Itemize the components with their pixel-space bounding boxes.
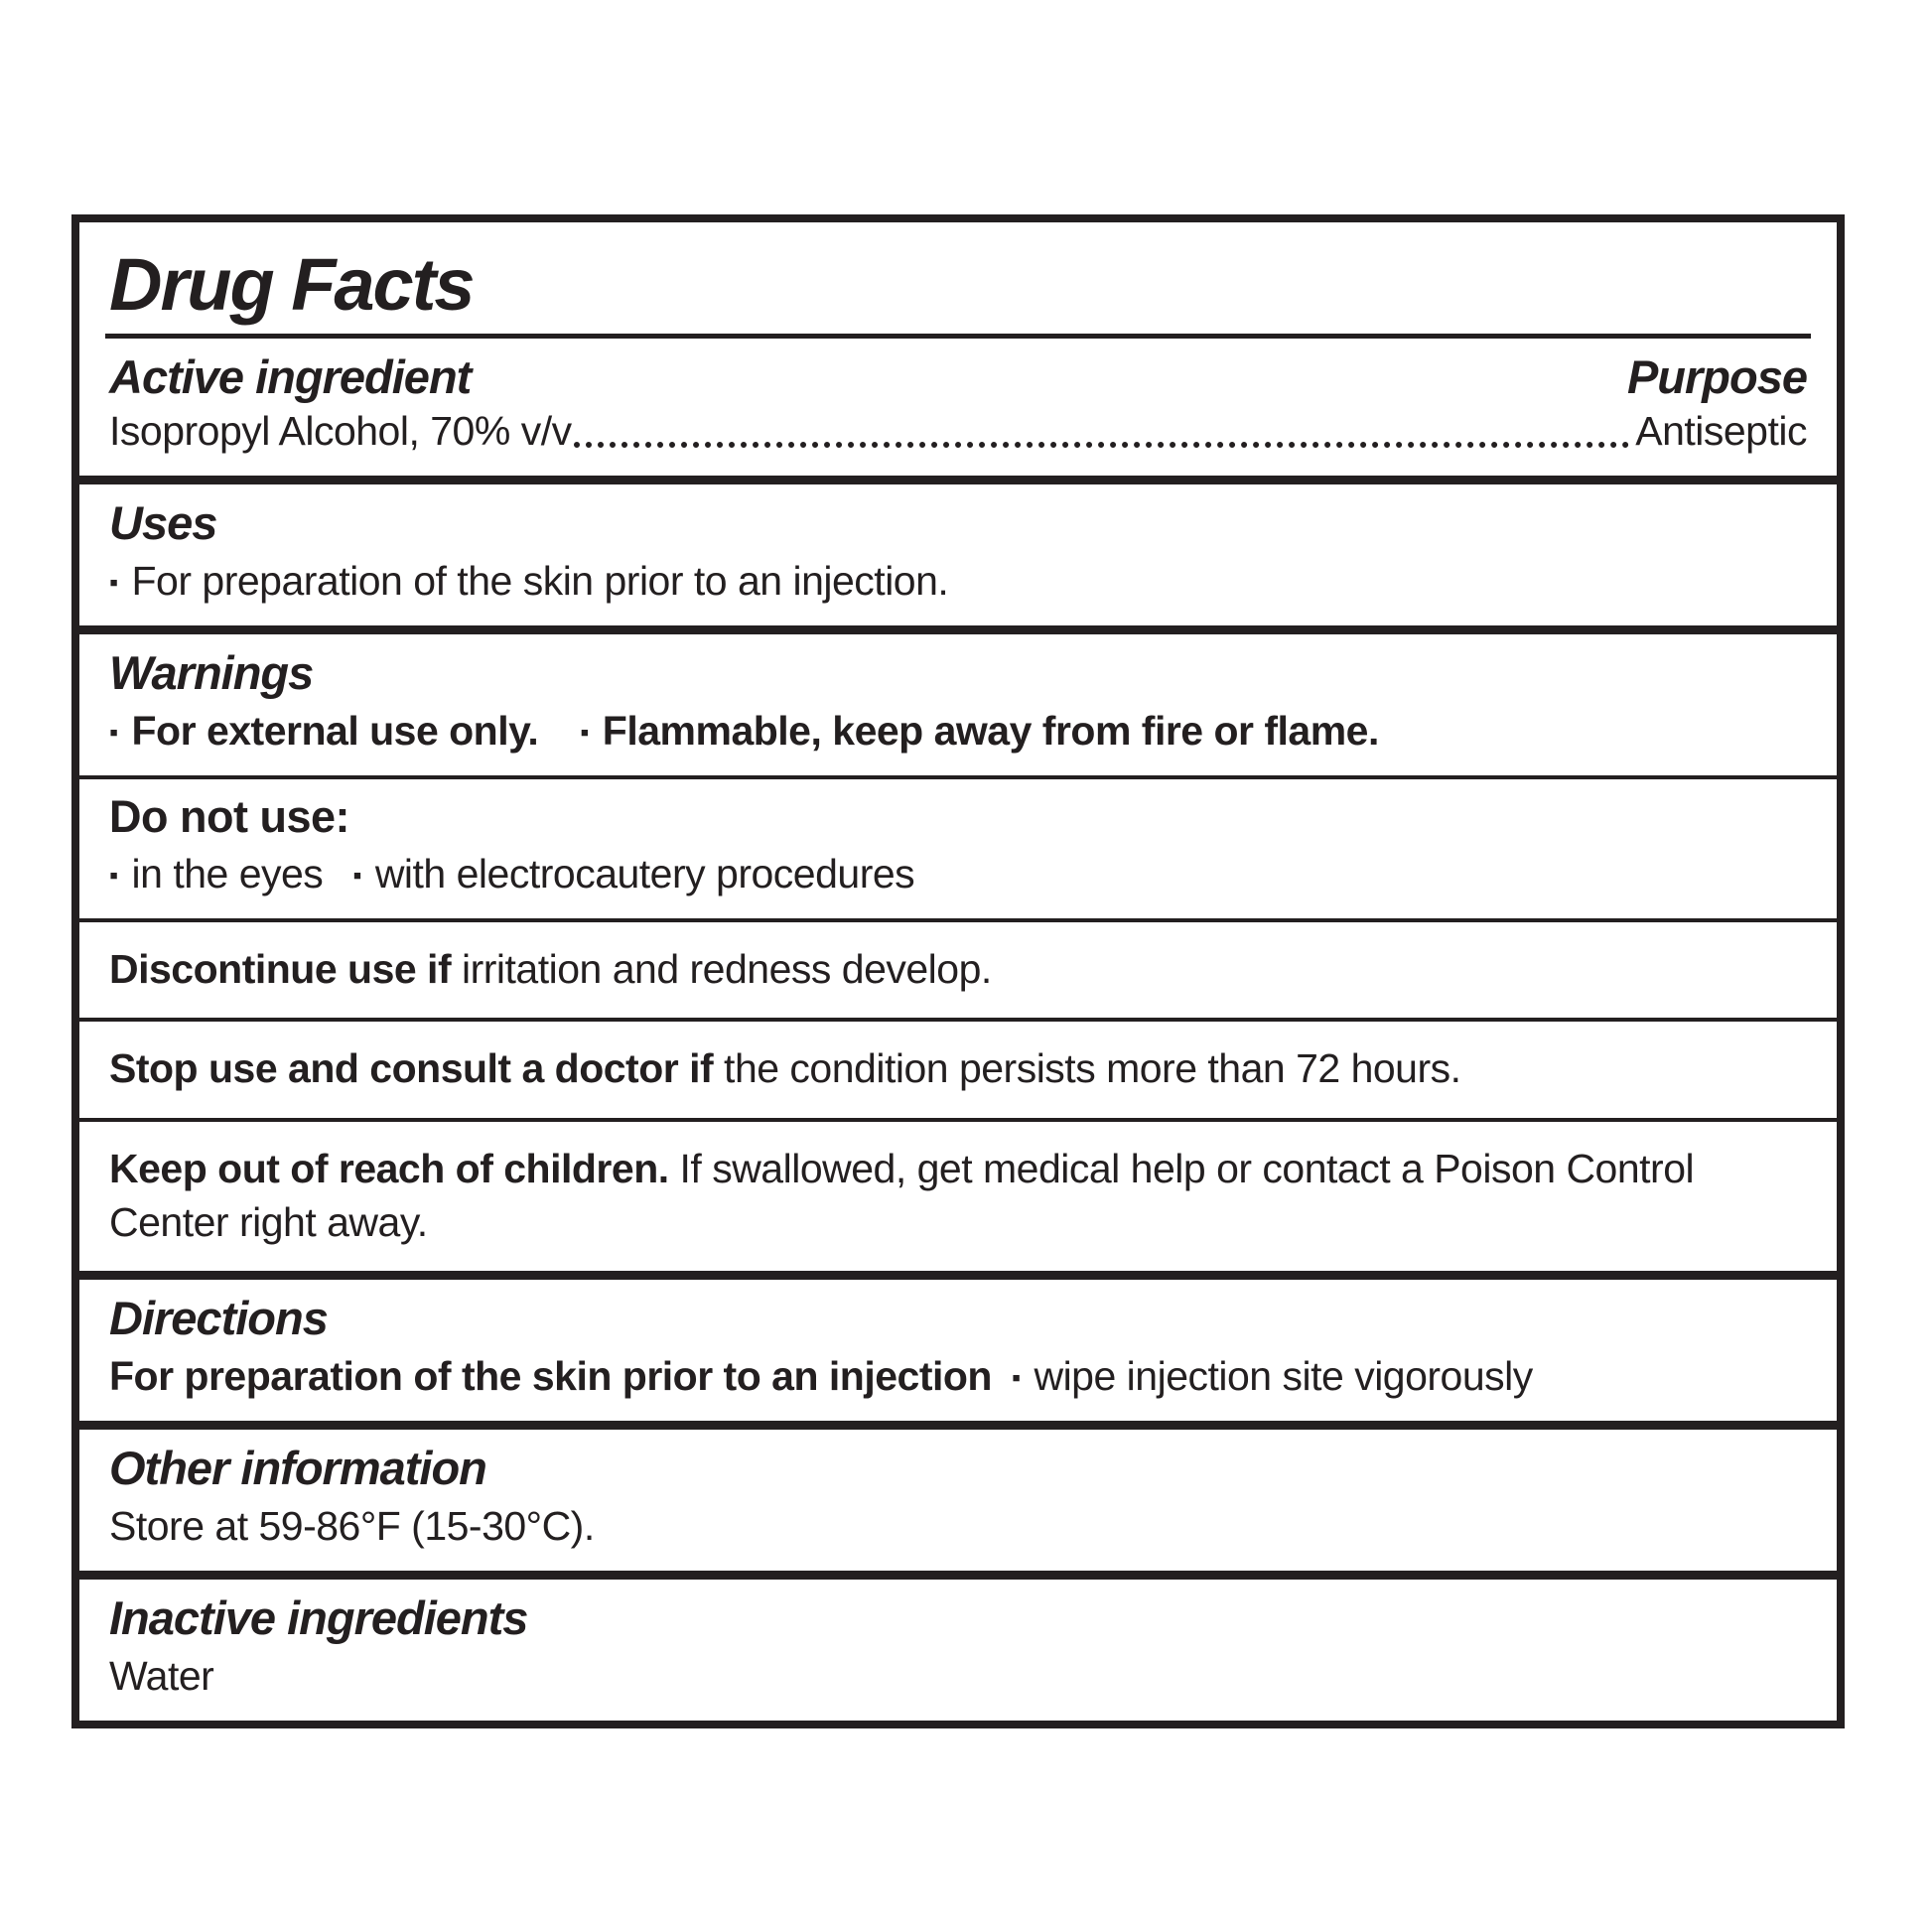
drug-facts-title: Drug Facts — [109, 243, 474, 326]
keep-out-of-reach-rest: If swallowed, get medical help or contact a Poison Control Center right away. — [109, 1145, 1695, 1245]
section-divider-thick — [79, 625, 1837, 634]
warnings-heading: Warnings — [109, 646, 314, 700]
stop-use-rest: the condition persists more than 72 hours. — [713, 1045, 1461, 1092]
bullet-square-icon: ▪ — [580, 719, 589, 748]
bullet-square-icon: ▪ — [1011, 1363, 1021, 1392]
do-not-use-bullet-text: with electrocautery procedures — [374, 851, 915, 897]
uses-bullet-item — [109, 554, 948, 608]
active-ingredient-heading-row — [109, 350, 1807, 404]
section-divider-thick — [79, 1571, 1837, 1580]
inactive-ingredients-heading: Inactive ingredients — [109, 1591, 528, 1645]
active-ingredient-row — [109, 404, 1807, 458]
discontinue-use-rest: irritation and redness develop. — [451, 946, 992, 993]
do-not-use-bullet-item — [109, 847, 323, 900]
stop-use-bold: Stop use and consult a doctor if — [109, 1045, 714, 1092]
bullet-square-icon: ▪ — [352, 862, 361, 891]
warnings-bullet-item — [580, 704, 1379, 758]
active-ingredient-name: Isopropyl Alcohol, 70% v/v — [109, 408, 572, 455]
stop-use-section — [79, 1022, 1837, 1117]
directions-text — [109, 1349, 1807, 1403]
section-divider-thick — [79, 476, 1837, 484]
uses-heading: Uses — [109, 496, 217, 550]
discontinue-use-text — [109, 942, 1807, 996]
keep-out-of-reach-text — [109, 1142, 1807, 1249]
directions-section — [79, 1280, 1837, 1421]
uses-bullet-text: For preparation of the skin prior to an injection. — [131, 558, 949, 605]
discontinue-use-section — [79, 922, 1837, 1018]
bullet-square-icon: ▪ — [109, 862, 118, 891]
other-information-text: Store at 59-86°F (15-30°C). — [109, 1502, 595, 1549]
do-not-use-bullet-item — [352, 847, 914, 900]
warnings-bullet-item — [109, 704, 538, 758]
keep-out-of-reach-section — [79, 1122, 1837, 1271]
bullet-square-icon: ▪ — [109, 719, 118, 748]
do-not-use-section — [79, 779, 1837, 918]
purpose-heading: Purpose — [1626, 350, 1807, 403]
do-not-use-bullet-text: in the eyes — [131, 851, 324, 897]
purpose-value: Antiseptic — [1635, 408, 1807, 455]
uses-bullet-row — [109, 554, 1807, 608]
warnings-bullet-text: Flammable, keep away from fire or flame. — [602, 708, 1379, 755]
directions-heading: Directions — [109, 1291, 328, 1344]
active-ingredient-section — [79, 339, 1837, 476]
warnings-section — [79, 634, 1837, 775]
directions-bold: For preparation of the skin prior to an injection — [109, 1352, 992, 1399]
drug-facts-box — [71, 214, 1845, 1728]
warnings-bullet-row — [109, 704, 1807, 758]
other-information-heading: Other information — [109, 1441, 486, 1494]
discontinue-use-bold: Discontinue use if — [109, 946, 452, 993]
do-not-use-bullet-row — [109, 847, 1807, 900]
do-not-use-heading: Do not use: — [109, 791, 349, 843]
dotted-leader — [574, 442, 1630, 448]
active-ingredient-heading: Active ingredient — [109, 350, 472, 403]
section-divider-thick — [79, 1271, 1837, 1280]
stop-use-text — [109, 1041, 1807, 1095]
section-divider-thick — [79, 1421, 1837, 1430]
keep-out-of-reach-bold: Keep out of reach of children. — [109, 1145, 669, 1191]
inactive-ingredients-section — [79, 1580, 1837, 1721]
uses-section — [79, 484, 1837, 625]
other-information-section — [79, 1430, 1837, 1571]
warnings-bullet-text: For external use only. — [131, 708, 539, 755]
inactive-ingredients-text: Water — [109, 1653, 214, 1700]
bullet-square-icon: ▪ — [109, 569, 118, 598]
directions-bullet-text: wipe injection site vigorously — [1034, 1352, 1533, 1399]
